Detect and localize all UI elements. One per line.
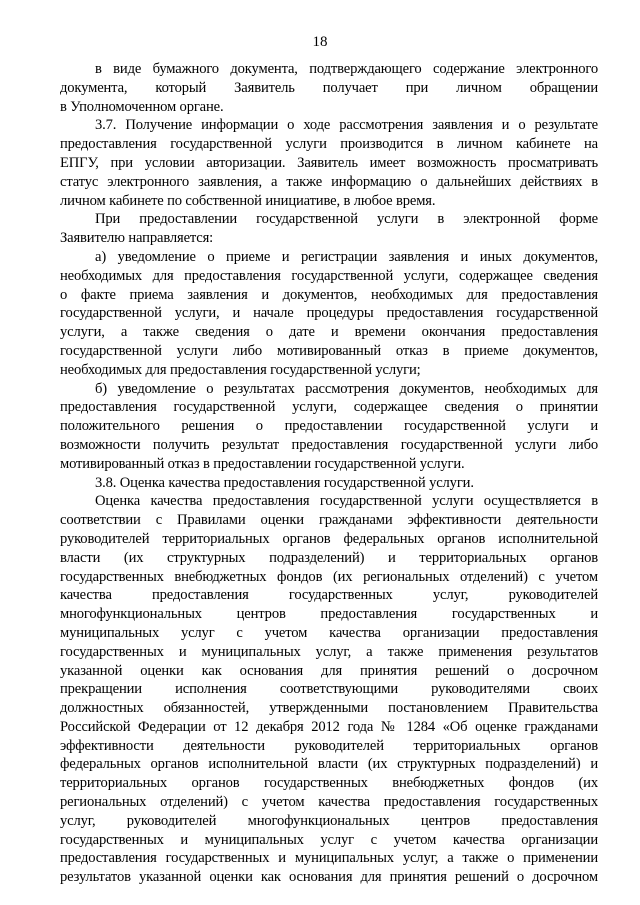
text-line: прекращении исполнения соответствующими руководителями своих bbox=[60, 681, 598, 698]
text-line: ЕПГУ, при условии авторизации. Заявитель имеет возможность просматривать bbox=[60, 154, 598, 171]
text-line: о факте приема заявления и документов, необходимых для предоставления bbox=[60, 286, 598, 303]
text-line: возможности получить результат предоставления государственной услуги либо bbox=[60, 436, 598, 453]
text-line: 3.8. Оценка качества предоставления государственной услуги. bbox=[95, 474, 474, 491]
text-line: б) уведомление о результатах рассмотрения документов, необходимых для bbox=[95, 380, 598, 397]
text-line: государственной услуги, и начале процедуры предоставления государственной bbox=[60, 305, 598, 322]
text-line: многофункциональных центров предоставления государственных и bbox=[60, 606, 598, 623]
text-line: территориальных органов государственных внебюджетных фондов (их bbox=[60, 775, 598, 792]
text-line: государственных и муниципальных услуг, а также применения результатов bbox=[60, 643, 598, 660]
text-line: власти (их структурных подразделений) и территориальных органов bbox=[60, 549, 598, 566]
text-line: муниципальных услуг с учетом качества организации предоставления bbox=[60, 624, 598, 641]
text-line: федеральных органов исполнительной власти (их структурных подразделений) и bbox=[60, 756, 598, 773]
text-line: должностных обязанностей, утвержденными постановлением Правительства bbox=[60, 700, 598, 717]
text-line: предоставления государственной услуги производится в личном кабинете на bbox=[60, 136, 598, 153]
text-line: необходимых для предоставления государственной услуги, содержащее сведения bbox=[60, 267, 598, 284]
text-line: а) уведомление о приеме и регистрации заявления и иных документов, bbox=[95, 248, 598, 265]
text-line: услуги, а также сведения о дате и времени окончания предоставления bbox=[60, 324, 598, 341]
text-line: статус электронного заявления, а также информацию о дальнейших действиях в bbox=[60, 173, 598, 190]
text-line: в Уполномоченном органе. bbox=[60, 98, 224, 115]
text-line: При предоставлении государственной услуги в электронной форме bbox=[95, 211, 598, 228]
text-line: эффективности деятельности руководителей территориальных органов bbox=[60, 737, 598, 754]
text-line: мотивированный отказ в предоставлении государственной услуги. bbox=[60, 455, 465, 472]
text-line: в виде бумажного документа, подтверждающего содержание электронного bbox=[95, 61, 598, 77]
text-line: государственных и муниципальных услуг с учетом качества организации bbox=[60, 831, 598, 848]
text-line: государственной услуги либо мотивированный отказ в приеме документов, bbox=[60, 342, 598, 359]
text-line: услуг, руководителей многофункциональных центров предоставления bbox=[60, 812, 598, 829]
text-line: качества предоставления государственных услуг, руководителей bbox=[60, 587, 598, 604]
text-line: результатов указанной оценки как основания для принятия решений о досрочном bbox=[60, 869, 598, 886]
text-line: личном кабинете по собственной инициативе, в любое время. bbox=[60, 192, 436, 209]
text-line: Оценка качества предоставления государственной услуги осуществляется в bbox=[95, 493, 598, 510]
text-line: 3.7. Получение информации о ходе рассмотрения заявления и о результате bbox=[95, 117, 598, 134]
text-line: указанной оценки как основания для принятия решений о досрочном bbox=[60, 662, 598, 679]
text-line: положительного решения о предоставлении государственной услуги и bbox=[60, 418, 598, 435]
text-line: Заявителю направляется: bbox=[60, 230, 214, 247]
text-line: региональных отделений) с учетом качества предоставления государственных bbox=[60, 794, 598, 811]
text-line: Российской Федерации от 12 декабря 2012 года № 1284 «Об оценке гражданами bbox=[60, 718, 598, 735]
text-line: предоставления государственной услуги, содержащее сведения о принятии bbox=[60, 399, 598, 416]
text-line: необходимых для предоставления государственной услуги; bbox=[60, 361, 421, 378]
text-line: соответствии с Правилами оценки гражданами эффективности деятельности bbox=[60, 512, 598, 529]
text-line: руководителей территориальных органов федеральных органов исполнительной bbox=[60, 530, 598, 547]
text-line: документа, который Заявитель получает при личном обращении bbox=[60, 79, 598, 96]
text-line: предоставления государственных и муниципальных услуг, а также о применении bbox=[60, 850, 598, 867]
text-line: государственных внебюджетных фондов (их региональных отделений) с учетом bbox=[60, 568, 598, 585]
body-text bbox=[60, 60, 598, 887]
page-number: 18 bbox=[312, 34, 328, 50]
